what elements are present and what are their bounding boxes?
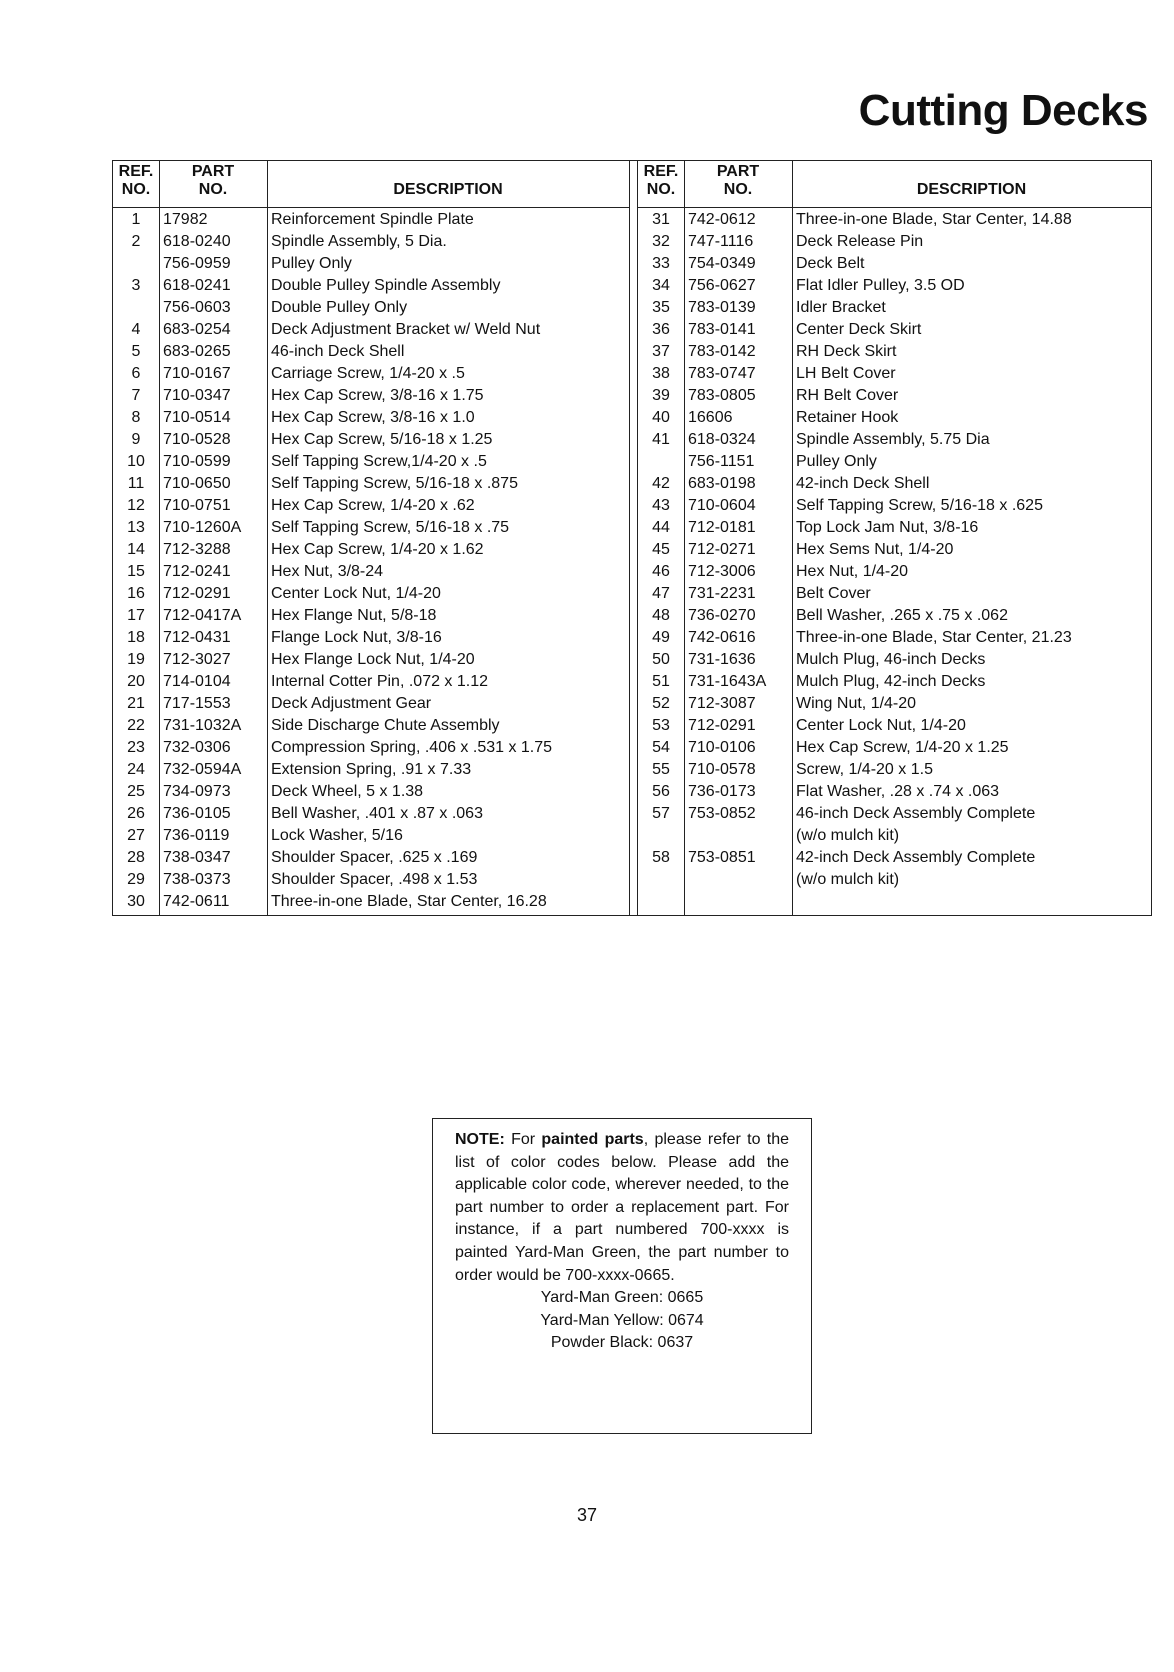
part-no-cell: 783-0747 bbox=[688, 365, 756, 382]
ref-no-cell: 51 bbox=[652, 673, 670, 690]
table-row bbox=[638, 561, 1151, 583]
description-cell: Hex Cap Screw, 1/4-20 x 1.25 bbox=[796, 739, 1009, 756]
description-cell: Self Tapping Screw, 5/16-18 x .625 bbox=[796, 497, 1043, 514]
description-cell: Hex Nut, 3/8-24 bbox=[271, 563, 384, 580]
part-no-cell: 738-0373 bbox=[163, 871, 231, 888]
part-header-line1: PART bbox=[191, 163, 235, 180]
ref-no-cell: 31 bbox=[652, 211, 670, 228]
ref-header-line1: REF. bbox=[118, 163, 154, 180]
table-row bbox=[638, 671, 1151, 693]
part-no-cell: 683-0265 bbox=[163, 343, 231, 360]
color-code: Yard-Man Yellow: 0674 bbox=[540, 1311, 704, 1329]
description-cell: Hex Cap Screw, 5/16-18 x 1.25 bbox=[271, 431, 493, 448]
ref-no-cell: 45 bbox=[652, 541, 670, 558]
description-cell: Bell Washer, .401 x .87 x .063 bbox=[271, 805, 483, 822]
ref-no-cell: 55 bbox=[652, 761, 670, 778]
description-cell: Double Pulley Spindle Assembly bbox=[271, 277, 501, 294]
ref-no-cell: 8 bbox=[131, 409, 141, 426]
part-no-cell: 710-0514 bbox=[163, 409, 231, 426]
table-row bbox=[113, 429, 629, 451]
part-header-line2: NO. bbox=[198, 181, 228, 198]
part-no-cell: 710-0528 bbox=[163, 431, 231, 448]
table-row bbox=[113, 781, 629, 803]
ref-no-cell: 3 bbox=[131, 277, 141, 294]
table-row bbox=[638, 803, 1151, 825]
part-no-cell: 712-3087 bbox=[688, 695, 756, 712]
part-no-cell: 783-0805 bbox=[688, 387, 756, 404]
ref-no-cell: 47 bbox=[652, 585, 670, 602]
ref-no-cell: 18 bbox=[127, 629, 145, 646]
table-row bbox=[638, 253, 1151, 275]
ref-header-line1: REF. bbox=[643, 163, 679, 180]
ref-no-cell: 14 bbox=[127, 541, 145, 558]
table-row bbox=[638, 231, 1151, 253]
part-no-cell: 756-0627 bbox=[688, 277, 756, 294]
table-row bbox=[113, 451, 629, 473]
description-header: DESCRIPTION bbox=[916, 181, 1027, 198]
description-cell: Hex Flange Lock Nut, 1/4-20 bbox=[271, 651, 475, 668]
table-row bbox=[638, 715, 1151, 737]
description-cell: Center Lock Nut, 1/4-20 bbox=[271, 585, 441, 602]
description-cell: Hex Cap Screw, 3/8-16 x 1.0 bbox=[271, 409, 475, 426]
ref-no-cell: 50 bbox=[652, 651, 670, 668]
part-no-cell: 756-0959 bbox=[163, 255, 231, 272]
table-row bbox=[638, 627, 1151, 649]
part-no-cell: 738-0347 bbox=[163, 849, 231, 866]
table-row bbox=[638, 363, 1151, 385]
ref-header-line2: NO. bbox=[646, 181, 676, 198]
table-row bbox=[638, 209, 1151, 231]
ref-no-cell: 56 bbox=[652, 783, 670, 800]
ref-no-cell: 6 bbox=[131, 365, 141, 382]
table-row bbox=[113, 561, 629, 583]
description-cell: Belt Cover bbox=[796, 585, 871, 602]
part-no-cell: 710-0167 bbox=[163, 365, 231, 382]
ref-no-cell: 17 bbox=[127, 607, 145, 624]
description-cell: Deck Adjustment Gear bbox=[271, 695, 432, 712]
description-cell: Self Tapping Screw, 5/16-18 x .75 bbox=[271, 519, 510, 536]
description-header: DESCRIPTION bbox=[393, 181, 503, 198]
table-row bbox=[638, 605, 1151, 627]
table-row bbox=[638, 539, 1151, 561]
part-no-cell: 756-1151 bbox=[688, 453, 755, 470]
part-no-cell: 712-0417A bbox=[163, 607, 242, 624]
description-cell: Screw, 1/4-20 x 1.5 bbox=[796, 761, 933, 778]
description-cell: Three-in-one Blade, Star Center, 16.28 bbox=[271, 893, 547, 910]
part-no-cell: 732-0306 bbox=[163, 739, 231, 756]
description-cell: Hex Cap Screw, 1/4-20 x .62 bbox=[271, 497, 475, 514]
ref-no-cell: 39 bbox=[652, 387, 670, 404]
ref-no-cell: 13 bbox=[127, 519, 145, 536]
part-no-cell: 783-0139 bbox=[688, 299, 756, 316]
ref-no-cell: 29 bbox=[127, 871, 145, 888]
ref-no-cell: 57 bbox=[652, 805, 670, 822]
part-no-cell: 618-0240 bbox=[163, 233, 231, 250]
ref-no-cell: 1 bbox=[131, 211, 141, 228]
ref-no-cell: 35 bbox=[652, 299, 670, 316]
table-row bbox=[113, 605, 629, 627]
table-row bbox=[113, 297, 629, 319]
table-row bbox=[638, 297, 1151, 319]
table-row bbox=[638, 451, 1151, 473]
part-no-cell: 710-0650 bbox=[163, 475, 231, 492]
table-body-left bbox=[113, 209, 629, 913]
ref-no-cell: 5 bbox=[131, 343, 141, 360]
description-cell: Spindle Assembly, 5 Dia. bbox=[271, 233, 447, 250]
description-cell: Reinforcement Spindle Plate bbox=[271, 211, 474, 228]
table-row bbox=[113, 253, 629, 275]
part-no-cell: 736-0270 bbox=[688, 607, 756, 624]
table-row bbox=[113, 847, 629, 869]
part-no-cell: 732-0594A bbox=[163, 761, 242, 778]
ref-no-cell: 7 bbox=[131, 387, 141, 404]
table-row bbox=[113, 693, 629, 715]
description-cell: Compression Spring, .406 x .531 x 1.75 bbox=[271, 739, 553, 756]
color-code: Powder Black: 0637 bbox=[550, 1334, 694, 1352]
part-no-cell: 731-2231 bbox=[688, 585, 756, 602]
part-no-cell: 712-3288 bbox=[163, 541, 231, 558]
ref-no-cell: 43 bbox=[652, 497, 670, 514]
description-cell: Internal Cotter Pin, .072 x 1.12 bbox=[271, 673, 489, 690]
ref-header bbox=[638, 163, 684, 199]
note-text-2: , please refer to the list of color codes below. Please add the applicable color code, wherever needed, to the part number to order a replacement part. For instance, if a part numbered 700-xxxx is painted Yard-Man Green, the part number to order would be 700-xxxx-0665. bbox=[455, 1131, 790, 1284]
part-no-cell: 783-0141 bbox=[688, 321, 756, 338]
table-row bbox=[638, 847, 1151, 869]
part-no-cell: 734-0973 bbox=[163, 783, 231, 800]
table-row bbox=[113, 671, 629, 693]
description-cell: Hex Cap Screw, 3/8-16 x 1.75 bbox=[271, 387, 484, 404]
parts-table-left bbox=[113, 161, 630, 915]
description-cell: Deck Belt bbox=[796, 255, 865, 272]
ref-header bbox=[113, 163, 159, 199]
part-no-cell: 683-0254 bbox=[163, 321, 231, 338]
ref-no-cell: 2 bbox=[131, 233, 141, 250]
ref-no-cell: 30 bbox=[127, 893, 145, 910]
description-cell: 42-inch Deck Assembly Complete bbox=[796, 849, 1036, 866]
description-cell: Deck Release Pin bbox=[796, 233, 924, 250]
part-no-cell: 712-0431 bbox=[163, 629, 231, 646]
table-row bbox=[638, 429, 1151, 451]
note-bold-phrase: painted parts bbox=[541, 1131, 644, 1148]
part-no-cell: 683-0198 bbox=[688, 475, 756, 492]
part-no-cell: 742-0612 bbox=[688, 211, 756, 228]
description-cell: Mulch Plug, 46-inch Decks bbox=[796, 651, 986, 668]
table-row bbox=[638, 495, 1151, 517]
description-cell: Extension Spring, .91 x 7.33 bbox=[271, 761, 472, 778]
part-no-cell: 618-0241 bbox=[163, 277, 231, 294]
part-no-cell: 712-0181 bbox=[688, 519, 756, 536]
ref-no-cell: 27 bbox=[127, 827, 145, 844]
table-row bbox=[113, 319, 629, 341]
description-cell: Hex Nut, 1/4-20 bbox=[796, 563, 909, 580]
description-cell: Top Lock Jam Nut, 3/8-16 bbox=[796, 519, 979, 536]
ref-no-cell: 41 bbox=[652, 431, 670, 448]
parts-table-right bbox=[637, 161, 1151, 915]
part-no-cell: 753-0852 bbox=[688, 805, 756, 822]
part-no-cell: 742-0616 bbox=[688, 629, 756, 646]
table-body-right bbox=[638, 209, 1151, 891]
part-no-cell: 783-0142 bbox=[688, 343, 756, 360]
description-cell: RH Deck Skirt bbox=[796, 343, 897, 360]
description-cell: Flange Lock Nut, 3/8-16 bbox=[271, 629, 442, 646]
page-number: 37 bbox=[576, 1505, 598, 1525]
part-no-cell: 731-1636 bbox=[688, 651, 756, 668]
part-no-cell: 736-0173 bbox=[688, 783, 756, 800]
ref-no-cell: 4 bbox=[131, 321, 141, 338]
table-row bbox=[113, 341, 629, 363]
ref-no-cell: 58 bbox=[652, 849, 670, 866]
table-row bbox=[113, 759, 629, 781]
part-no-cell: 736-0105 bbox=[163, 805, 231, 822]
description-cell: Bell Washer, .265 x .75 x .062 bbox=[796, 607, 1008, 624]
description-cell: (w/o mulch kit) bbox=[796, 871, 900, 888]
part-no-cell: 714-0104 bbox=[163, 673, 231, 690]
table-row bbox=[638, 869, 1151, 891]
part-no-cell: 731-1032A bbox=[163, 717, 242, 734]
table-row bbox=[113, 231, 629, 253]
painted-parts-note bbox=[432, 1118, 812, 1434]
ref-no-cell: 44 bbox=[652, 519, 670, 536]
description-cell: Three-in-one Blade, Star Center, 21.23 bbox=[796, 629, 1072, 646]
ref-no-cell: 36 bbox=[652, 321, 670, 338]
ref-no-cell: 54 bbox=[652, 739, 670, 756]
note-label: NOTE: bbox=[455, 1131, 505, 1148]
ref-no-cell: 37 bbox=[652, 343, 670, 360]
table-header-left bbox=[113, 161, 629, 208]
table-row bbox=[113, 275, 629, 297]
table-row bbox=[638, 341, 1151, 363]
parts-table bbox=[112, 160, 1152, 916]
note-text-1: For bbox=[504, 1131, 542, 1148]
part-no-cell: 712-0291 bbox=[163, 585, 231, 602]
table-row bbox=[113, 627, 629, 649]
part-no-cell: 712-0241 bbox=[163, 563, 231, 580]
table-row bbox=[113, 825, 629, 847]
table-row bbox=[638, 473, 1151, 495]
description-cell: Three-in-one Blade, Star Center, 14.88 bbox=[796, 211, 1072, 228]
part-no-cell: 710-0604 bbox=[688, 497, 756, 514]
part-no-cell: 710-0347 bbox=[163, 387, 231, 404]
part-no-cell: 717-1553 bbox=[163, 695, 231, 712]
ref-no-cell: 16 bbox=[127, 585, 145, 602]
table-row bbox=[638, 781, 1151, 803]
ref-no-cell: 28 bbox=[127, 849, 145, 866]
part-no-cell: 712-0271 bbox=[688, 541, 756, 558]
part-no-cell: 710-0578 bbox=[688, 761, 756, 778]
part-no-cell: 731-1643A bbox=[688, 673, 767, 690]
table-row bbox=[638, 583, 1151, 605]
table-row bbox=[638, 385, 1151, 407]
ref-no-cell: 23 bbox=[127, 739, 145, 756]
ref-no-cell: 21 bbox=[127, 695, 145, 712]
ref-no-cell: 42 bbox=[652, 475, 670, 492]
description-cell: 46-inch Deck Assembly Complete bbox=[796, 805, 1036, 822]
description-cell: Shoulder Spacer, .625 x .169 bbox=[271, 849, 478, 866]
table-row bbox=[113, 715, 629, 737]
ref-no-cell: 49 bbox=[652, 629, 670, 646]
table-row bbox=[638, 517, 1151, 539]
description-cell: Deck Adjustment Bracket w/ Weld Nut bbox=[271, 321, 541, 338]
ref-no-cell: 25 bbox=[127, 783, 145, 800]
part-no-cell: 710-0106 bbox=[688, 739, 756, 756]
table-row bbox=[113, 583, 629, 605]
ref-no-cell: 34 bbox=[652, 277, 670, 294]
ref-no-cell: 22 bbox=[127, 717, 145, 734]
ref-no-cell: 48 bbox=[652, 607, 670, 624]
table-row bbox=[638, 759, 1151, 781]
table-row bbox=[638, 825, 1151, 847]
table-row bbox=[113, 891, 629, 913]
part-no-cell: 753-0851 bbox=[688, 849, 756, 866]
description-cell: Spindle Assembly, 5.75 Dia bbox=[796, 431, 990, 448]
table-row bbox=[113, 473, 629, 495]
table-row bbox=[638, 737, 1151, 759]
ref-no-cell: 40 bbox=[652, 409, 670, 426]
ref-no-cell: 11 bbox=[127, 475, 145, 492]
table-header-right bbox=[638, 161, 1151, 208]
part-header bbox=[684, 163, 792, 199]
table-row bbox=[113, 385, 629, 407]
table-row bbox=[638, 649, 1151, 671]
ref-no-cell: 52 bbox=[652, 695, 670, 712]
ref-header-line2: NO. bbox=[121, 181, 151, 198]
description-cell: Hex Sems Nut, 1/4-20 bbox=[796, 541, 954, 558]
table-row bbox=[113, 737, 629, 759]
ref-no-cell: 9 bbox=[131, 431, 141, 448]
description-cell: Shoulder Spacer, .498 x 1.53 bbox=[271, 871, 478, 888]
description-cell: Wing Nut, 1/4-20 bbox=[796, 695, 917, 712]
table-row bbox=[113, 209, 629, 231]
ref-no-cell: 38 bbox=[652, 365, 670, 382]
description-cell: RH Belt Cover bbox=[796, 387, 899, 404]
description-cell: Self Tapping Screw,1/4-20 x .5 bbox=[271, 453, 487, 470]
description-cell: Pulley Only bbox=[796, 453, 877, 470]
ref-no-cell: 12 bbox=[127, 497, 145, 514]
ref-no-cell: 20 bbox=[127, 673, 145, 690]
ref-no-cell: 53 bbox=[652, 717, 670, 734]
part-no-cell: 712-0291 bbox=[688, 717, 756, 734]
part-no-cell: 712-3006 bbox=[688, 563, 756, 580]
table-row bbox=[638, 319, 1151, 341]
description-cell: (w/o mulch kit) bbox=[796, 827, 900, 844]
description-cell: Carriage Screw, 1/4-20 x .5 bbox=[271, 365, 465, 382]
description-cell: Idler Bracket bbox=[796, 299, 886, 316]
description-cell: Hex Flange Nut, 5/8-18 bbox=[271, 607, 437, 624]
description-cell: Flat Washer, .28 x .74 x .063 bbox=[796, 783, 1000, 800]
page-title: Cutting Decks bbox=[858, 86, 1148, 135]
table-row bbox=[113, 407, 629, 429]
description-cell: Double Pulley Only bbox=[271, 299, 408, 316]
table-row bbox=[638, 407, 1151, 429]
description-cell: 46-inch Deck Shell bbox=[271, 343, 405, 360]
part-no-cell: 16606 bbox=[688, 409, 733, 426]
description-cell: Side Discharge Chute Assembly bbox=[271, 717, 500, 734]
description-cell: Mulch Plug, 42-inch Decks bbox=[796, 673, 986, 690]
ref-no-cell: 32 bbox=[652, 233, 670, 250]
ref-no-cell: 33 bbox=[652, 255, 670, 272]
part-no-cell: 754-0349 bbox=[688, 255, 756, 272]
table-row bbox=[113, 495, 629, 517]
description-cell: Lock Washer, 5/16 bbox=[271, 827, 403, 844]
description-cell: Deck Wheel, 5 x 1.38 bbox=[271, 783, 424, 800]
part-no-cell: 17982 bbox=[163, 211, 208, 228]
table-row bbox=[638, 693, 1151, 715]
part-no-cell: 710-0751 bbox=[163, 497, 231, 514]
part-no-cell: 747-1116 bbox=[688, 233, 754, 250]
part-no-cell: 712-3027 bbox=[163, 651, 231, 668]
ref-no-cell: 15 bbox=[127, 563, 145, 580]
part-no-cell: 710-1260A bbox=[163, 519, 242, 536]
part-no-cell: 710-0599 bbox=[163, 453, 231, 470]
description-cell: Center Deck Skirt bbox=[796, 321, 922, 338]
ref-no-cell: 10 bbox=[127, 453, 145, 470]
description-cell: Center Lock Nut, 1/4-20 bbox=[796, 717, 966, 734]
description-cell: Hex Cap Screw, 1/4-20 x 1.62 bbox=[271, 541, 484, 558]
table-row bbox=[113, 539, 629, 561]
description-cell: Flat Idler Pulley, 3.5 OD bbox=[796, 277, 965, 294]
note-text bbox=[455, 1129, 789, 1287]
table-row bbox=[113, 649, 629, 671]
part-no-cell: 736-0119 bbox=[163, 827, 230, 844]
description-cell: Self Tapping Screw, 5/16-18 x .875 bbox=[271, 475, 518, 492]
description-cell: Pulley Only bbox=[271, 255, 352, 272]
ref-no-cell: 46 bbox=[652, 563, 670, 580]
table-row bbox=[113, 869, 629, 891]
ref-no-cell: 26 bbox=[127, 805, 145, 822]
table-row bbox=[638, 275, 1151, 297]
description-cell: LH Belt Cover bbox=[796, 365, 896, 382]
part-no-cell: 742-0611 bbox=[163, 893, 230, 910]
table-row bbox=[113, 803, 629, 825]
part-no-cell: 756-0603 bbox=[163, 299, 231, 316]
part-header-line2: NO. bbox=[723, 181, 753, 198]
table-row bbox=[113, 363, 629, 385]
description-cell: 42-inch Deck Shell bbox=[796, 475, 930, 492]
part-header-line1: PART bbox=[716, 163, 760, 180]
color-code: Yard-Man Green: 0665 bbox=[540, 1289, 704, 1307]
table-row bbox=[113, 517, 629, 539]
part-header bbox=[159, 163, 267, 199]
description-cell: Retainer Hook bbox=[796, 409, 899, 426]
part-no-cell: 618-0324 bbox=[688, 431, 756, 448]
ref-no-cell: 19 bbox=[127, 651, 145, 668]
ref-no-cell: 24 bbox=[127, 761, 145, 778]
